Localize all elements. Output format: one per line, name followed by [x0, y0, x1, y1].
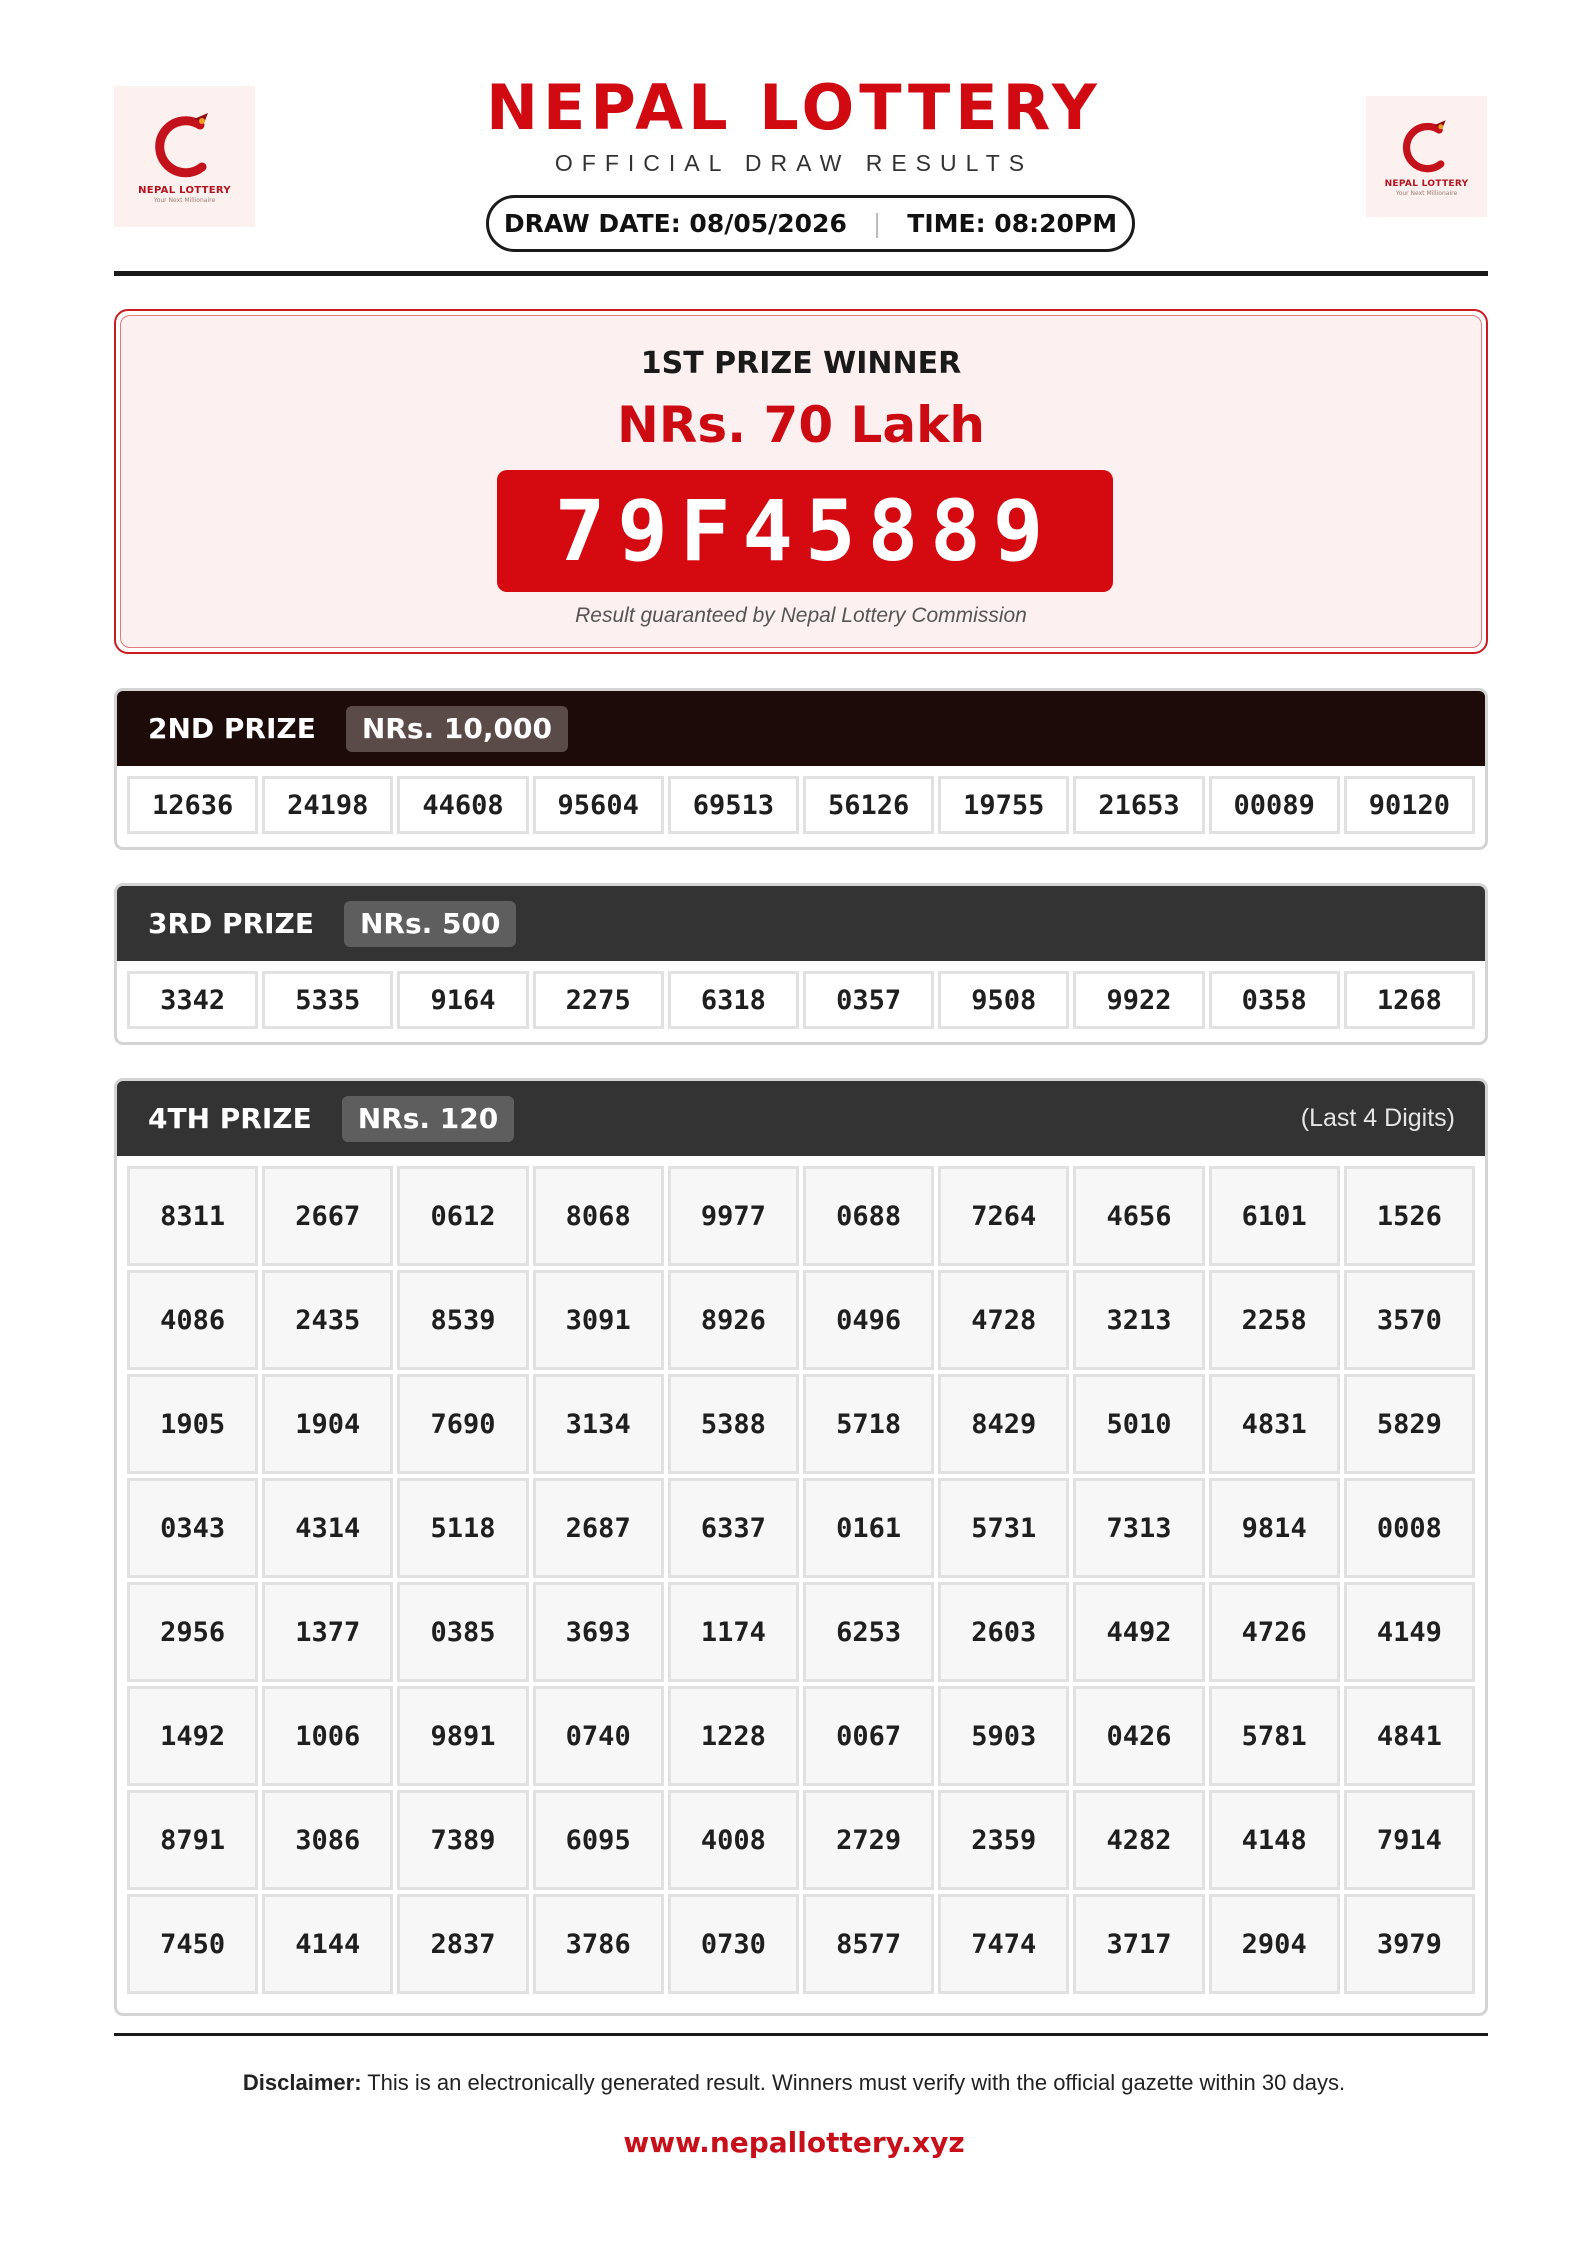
- result-number-cell: 1905: [127, 1374, 258, 1474]
- result-number-cell: 56126: [803, 776, 934, 834]
- result-number-cell: 8429: [938, 1374, 1069, 1474]
- draw-info-pill: [486, 195, 1135, 252]
- result-number-cell: 1904: [262, 1374, 393, 1474]
- result-number-cell: 7313: [1073, 1478, 1204, 1578]
- result-number-cell: 0740: [533, 1686, 664, 1786]
- result-number-cell: 2904: [1209, 1894, 1340, 1994]
- result-number-cell: 0357: [803, 971, 934, 1029]
- second-prize-section: [114, 688, 1488, 850]
- disclaimer-label: Disclaimer:: [242, 2070, 362, 2095]
- first-prize-label: 1ST PRIZE WINNER: [640, 346, 962, 381]
- result-number-cell: 3786: [533, 1894, 664, 1994]
- result-number-cell: 9508: [938, 971, 1069, 1029]
- dragon-logo-icon: [1398, 117, 1456, 177]
- page-title: NEPAL LOTTERY: [486, 71, 1102, 144]
- result-number-cell: 4148: [1209, 1790, 1340, 1890]
- fourth-prize-section: [114, 1078, 1488, 2016]
- result-number-cell: 2687: [533, 1478, 664, 1578]
- fourth-prize-grid: [117, 1156, 1485, 2004]
- result-number-cell: 95604: [533, 776, 664, 834]
- third-prize-grid: [117, 961, 1485, 1039]
- result-number-cell: 19755: [938, 776, 1069, 834]
- result-number-cell: 6337: [668, 1478, 799, 1578]
- result-number-cell: 24198: [262, 776, 393, 834]
- result-number-cell: 3570: [1344, 1270, 1475, 1370]
- result-number-cell: 44608: [397, 776, 528, 834]
- result-number-cell: 5118: [397, 1478, 528, 1578]
- result-number-cell: 1174: [668, 1582, 799, 1682]
- result-number-cell: 2435: [262, 1270, 393, 1370]
- result-number-cell: 8311: [127, 1166, 258, 1266]
- logo-tagline: Your Next Millionaire: [1395, 189, 1458, 197]
- result-number-cell: 0730: [668, 1894, 799, 1994]
- result-number-cell: 9922: [1073, 971, 1204, 1029]
- result-number-cell: 8791: [127, 1790, 258, 1890]
- result-number-cell: 2258: [1209, 1270, 1340, 1370]
- fourth-prize-amount-badge: NRs. 120: [342, 1096, 515, 1142]
- result-number-cell: 0612: [397, 1166, 528, 1266]
- result-number-cell: 3091: [533, 1270, 664, 1370]
- result-number-cell: 7690: [397, 1374, 528, 1474]
- result-number-cell: 2359: [938, 1790, 1069, 1890]
- fourth-prize-header: [117, 1081, 1485, 1156]
- result-number-cell: 2275: [533, 971, 664, 1029]
- disclaimer: [0, 2070, 1588, 2096]
- third-prize-title: 3RD PRIZE: [148, 907, 314, 940]
- result-number-cell: 8926: [668, 1270, 799, 1370]
- result-number-cell: 0426: [1073, 1686, 1204, 1786]
- draw-date: DRAW DATE: 08/05/2026: [503, 209, 847, 238]
- third-prize-section: [114, 883, 1488, 1045]
- website-link[interactable]: www.nepallottery.xyz: [623, 2126, 965, 2159]
- result-number-cell: 2956: [127, 1582, 258, 1682]
- result-number-cell: 5335: [262, 971, 393, 1029]
- second-prize-header: [117, 691, 1485, 766]
- result-number-cell: 4656: [1073, 1166, 1204, 1266]
- result-number-cell: 2729: [803, 1790, 934, 1890]
- result-number-cell: 8539: [397, 1270, 528, 1370]
- third-prize-amount-badge: NRs. 500: [344, 901, 517, 947]
- page-subtitle: OFFICIAL DRAW RESULTS: [554, 150, 1034, 176]
- first-prize-amount: NRs. 70 Lakh: [617, 396, 985, 454]
- third-prize-header: [117, 886, 1485, 961]
- result-number-cell: 8577: [803, 1894, 934, 1994]
- result-number-cell: 00089: [1209, 776, 1340, 834]
- result-number-cell: 1526: [1344, 1166, 1475, 1266]
- first-prize-card: [114, 309, 1488, 654]
- result-number-cell: 3342: [127, 971, 258, 1029]
- result-number-cell: 0343: [127, 1478, 258, 1578]
- result-number-cell: 1492: [127, 1686, 258, 1786]
- result-number-cell: 4149: [1344, 1582, 1475, 1682]
- second-prize-grid: [117, 766, 1485, 844]
- draw-time: TIME: 08:20PM: [907, 209, 1118, 238]
- result-number-cell: 5781: [1209, 1686, 1340, 1786]
- result-number-cell: 6253: [803, 1582, 934, 1682]
- result-number-cell: 69513: [668, 776, 799, 834]
- result-number-cell: 7264: [938, 1166, 1069, 1266]
- result-number-cell: 3213: [1073, 1270, 1204, 1370]
- result-number-cell: 3979: [1344, 1894, 1475, 1994]
- first-prize-guarantee: Result guaranteed by Nepal Lottery Commission: [575, 604, 1027, 627]
- result-number-cell: 3717: [1073, 1894, 1204, 1994]
- result-number-cell: 12636: [127, 776, 258, 834]
- logo-tagline: Your Next Millionaire: [153, 197, 216, 204]
- result-number-cell: 4831: [1209, 1374, 1340, 1474]
- result-number-cell: 6101: [1209, 1166, 1340, 1266]
- draw-info-separator: |: [872, 209, 882, 238]
- result-number-cell: 4726: [1209, 1582, 1340, 1682]
- result-number-cell: 6318: [668, 971, 799, 1029]
- result-number-cell: 4492: [1073, 1582, 1204, 1682]
- result-number-cell: 1268: [1344, 971, 1475, 1029]
- result-number-cell: 3086: [262, 1790, 393, 1890]
- result-number-cell: 0496: [803, 1270, 934, 1370]
- result-number-cell: 4314: [262, 1478, 393, 1578]
- result-number-cell: 5731: [938, 1478, 1069, 1578]
- result-number-cell: 8068: [533, 1166, 664, 1266]
- result-number-cell: 1006: [262, 1686, 393, 1786]
- result-number-cell: 5010: [1073, 1374, 1204, 1474]
- result-number-cell: 5388: [668, 1374, 799, 1474]
- result-number-cell: 2603: [938, 1582, 1069, 1682]
- result-number-cell: 4144: [262, 1894, 393, 1994]
- result-number-cell: 3693: [533, 1582, 664, 1682]
- result-number-cell: 90120: [1344, 776, 1475, 834]
- result-number-cell: 7474: [938, 1894, 1069, 1994]
- result-number-cell: 7914: [1344, 1790, 1475, 1890]
- result-number-cell: 4841: [1344, 1686, 1475, 1786]
- disclaimer-text: This is an electronically generated result. Winners must verify with the official gazette within 30 days.: [361, 2070, 1346, 2095]
- second-prize-amount-badge: NRs. 10,000: [346, 706, 568, 752]
- result-number-cell: 1228: [668, 1686, 799, 1786]
- result-number-cell: 1377: [262, 1582, 393, 1682]
- result-number-cell: 5829: [1344, 1374, 1475, 1474]
- first-prize-winning-number: 79F45889: [497, 470, 1113, 592]
- result-number-cell: 9814: [1209, 1478, 1340, 1578]
- result-number-cell: 2667: [262, 1166, 393, 1266]
- result-number-cell: 0067: [803, 1686, 934, 1786]
- result-number-cell: 0008: [1344, 1478, 1475, 1578]
- result-number-cell: 4086: [127, 1270, 258, 1370]
- result-number-cell: 9977: [668, 1166, 799, 1266]
- fourth-prize-title: 4TH PRIZE: [148, 1102, 312, 1135]
- second-prize-title: 2ND PRIZE: [148, 712, 316, 745]
- result-number-cell: 7450: [127, 1894, 258, 1994]
- result-number-cell: 4282: [1073, 1790, 1204, 1890]
- result-number-cell: 4728: [938, 1270, 1069, 1370]
- logo-right: [1366, 96, 1487, 217]
- result-number-cell: 3134: [533, 1374, 664, 1474]
- result-number-cell: 5718: [803, 1374, 934, 1474]
- fourth-prize-note: (Last 4 Digits): [1300, 1104, 1455, 1132]
- result-number-cell: 2837: [397, 1894, 528, 1994]
- result-number-cell: 7389: [397, 1790, 528, 1890]
- result-number-cell: 0358: [1209, 971, 1340, 1029]
- result-number-cell: 5903: [938, 1686, 1069, 1786]
- result-number-cell: 9164: [397, 971, 528, 1029]
- logo-name: NEPAL LOTTERY: [1384, 178, 1469, 189]
- footer-divider: [114, 2033, 1488, 2036]
- result-number-cell: 4008: [668, 1790, 799, 1890]
- logo-name: NEPAL LOTTERY: [138, 185, 231, 196]
- result-number-cell: 0688: [803, 1166, 934, 1266]
- result-number-cell: 21653: [1073, 776, 1204, 834]
- result-number-cell: 6095: [533, 1790, 664, 1890]
- header-divider: [114, 271, 1488, 276]
- result-number-cell: 9891: [397, 1686, 528, 1786]
- result-number-cell: 0385: [397, 1582, 528, 1682]
- result-number-cell: 0161: [803, 1478, 934, 1578]
